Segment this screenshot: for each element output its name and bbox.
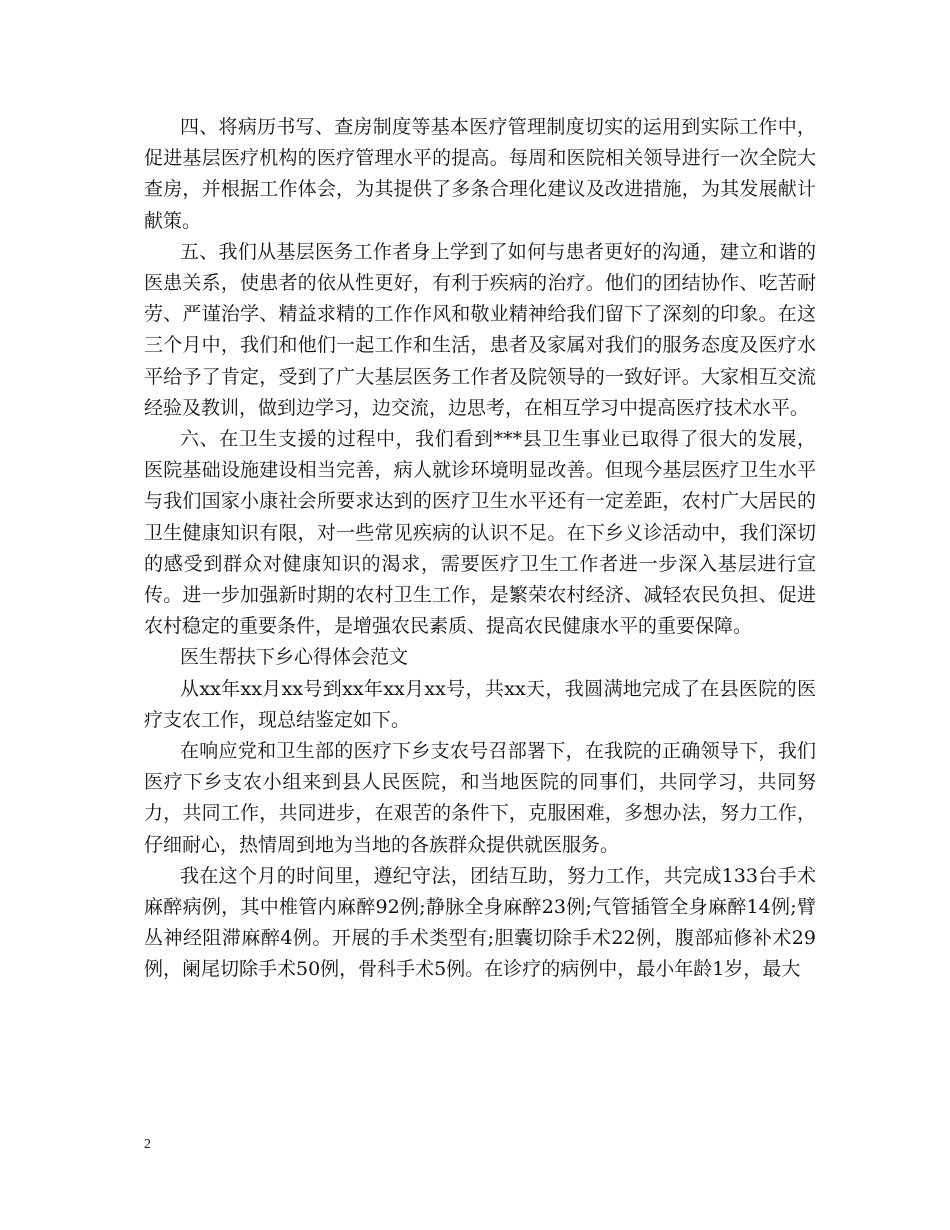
paragraph-intro: 从xx年xx月xx号到xx年xx月xx号，共xx天，我圆满地完成了在县医院的医疗支农工作，现总结鉴定如下。: [144, 677, 816, 731]
article-heading: 医生帮扶下乡心得体会范文: [180, 646, 409, 669]
paragraph-section-four: 四、将病历书写、查房制度等基本医疗管理制度切实的运用到实际工作中，促进基层医疗机构的医疗管理水平的提高。每周和医院相关领导进行一次全院大查房，并根据工作体会，为其提供了多条合理化建议及改进措施，为其发展献计献策。: [144, 116, 816, 232]
page-number: 2: [144, 1137, 151, 1152]
paragraph-statistics: 我在这个月的时间里，遵纪守法，团结互助，努力工作，共完成133台手术麻醉病例，其中椎管内麻醉92例;静脉全身麻醉23例;气管插管全身麻醉14例;臂丛神经阻滞麻醉4例。开展的手术类型有;胆囊切除手术22例，腹部疝修补术29例，阑尾切除手术50例，骨科手术5例。在诊疗的病例中，最小年龄1岁，最大: [144, 864, 816, 981]
paragraph-section-six: 六、在卫生支援的过程中，我们看到***县卫生事业已取得了很大的发展，医院基础设施建设相当完善，病人就诊环境明显改善。但现今基层医疗卫生水平与我们国家小康社会所要求达到的医疗卫生水平还有一定差距，农村广大居民的卫生健康知识有限，对一些常见疾病的认识不足。在下乡义诊活动中，我们深切的感受到群众对健康知识的渴求，需要医疗卫生工作者进一步深入基层进行宣传。进一步加强新时期的农村卫生工作，是繁荣农村经济、减轻农民负担、促进农村稳定的重要条件，是增强农民素质、提高农民健康水平的重要保障。: [144, 428, 816, 638]
body-text: [144, 112, 816, 986]
paragraph-team: 在响应党和卫生部的医疗下乡支农号召部署下，在我院的正确领导下，我们医疗下乡支农小组来到县人民医院，和当地医院的同事们，共同学习，共同努力，共同工作，共同进步，在艰苦的条件下，克服困难，多想办法，努力工作，仔细耐心，热情周到地为当地的各族群众提供就医服务。: [144, 740, 816, 856]
paragraph-section-five: 五、我们从基层医务工作者身上学到了如何与患者更好的沟通，建立和谐的医患关系，使患者的依从性更好，有利于疾病的治疗。他们的团结协作、吃苦耐劳、严谨治学、精益求精的工作作风和敬业精神给我们留下了深刻的印象。在这三个月中，我们和他们一起工作和生活，患者及家属对我们的服务态度及医疗水平给予了肯定，受到了广大基层医务工作者及院领导的一致好评。大家相互交流经验及教训，做到边学习，边交流，边思考，在相互学习中提高医疗技术水平。: [144, 240, 816, 419]
